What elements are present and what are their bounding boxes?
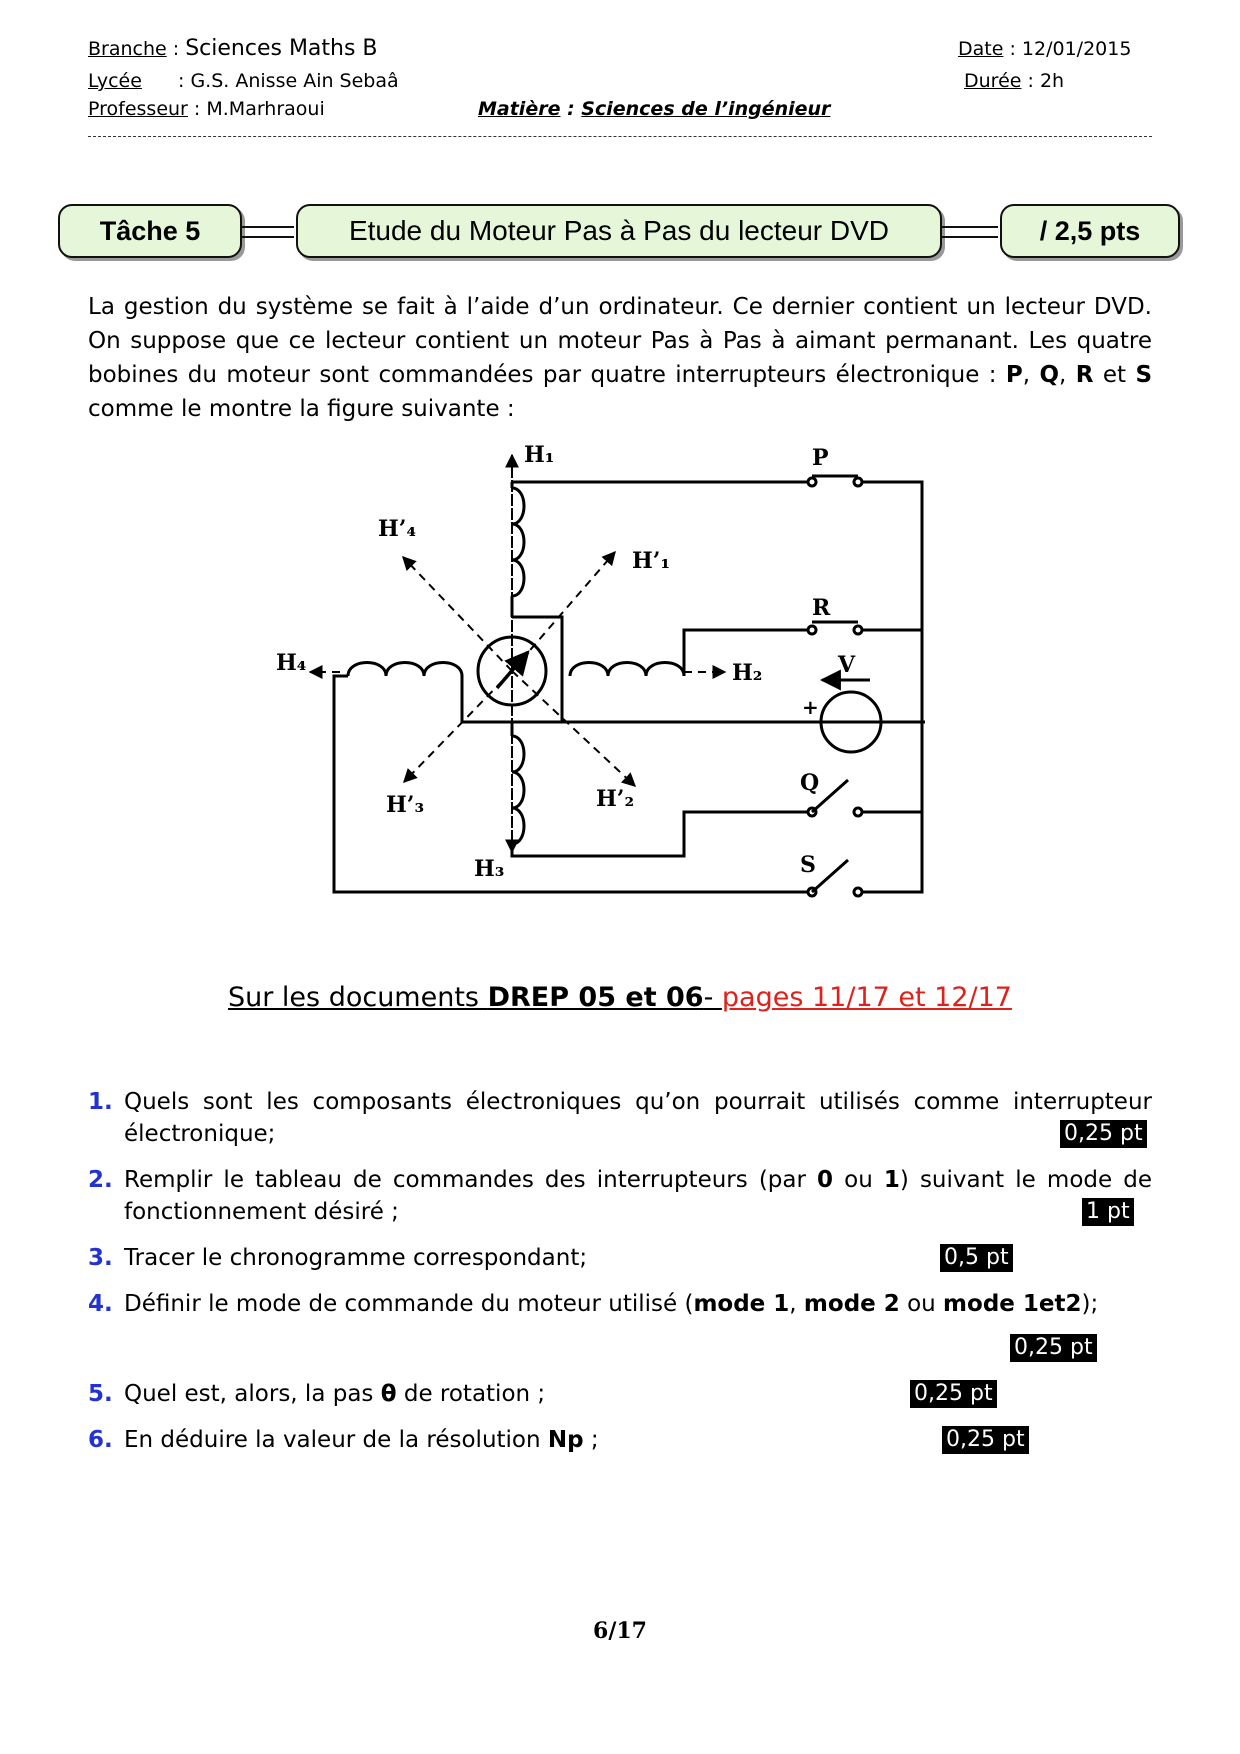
question-3-points: 0,5 pt bbox=[940, 1244, 1013, 1272]
label-r: R bbox=[812, 595, 831, 621]
question-4-mode-1et2: mode 1et2 bbox=[943, 1291, 1082, 1317]
intro-comma-2: , bbox=[1059, 362, 1076, 388]
label-p: P bbox=[812, 445, 829, 471]
question-2-text-1: Remplir le tableau de commandes des interrupteurs (par bbox=[124, 1167, 818, 1193]
coil-right bbox=[570, 663, 684, 677]
switch-p bbox=[808, 476, 862, 486]
question-4-number: 4. bbox=[88, 1291, 113, 1317]
question-6-text-1: En déduire la valeur de la résolution bbox=[124, 1427, 548, 1453]
question-5-number: 5. bbox=[88, 1381, 113, 1407]
question-5-points: 0,25 pt bbox=[910, 1380, 997, 1408]
switch-p-name: P bbox=[1005, 362, 1023, 388]
drep-dash: - bbox=[703, 982, 722, 1013]
professeur-value: : M.Marhraoui bbox=[193, 98, 325, 120]
question-5-text bbox=[124, 1378, 545, 1411]
question-6-points: 0,25 pt bbox=[942, 1426, 1029, 1454]
question-2-text-2: ) suivant le mode de bbox=[899, 1167, 1152, 1193]
question-4-sep-1: , bbox=[789, 1291, 804, 1317]
switches bbox=[808, 476, 862, 896]
question-5-text-1: Quel est, alors, la pas bbox=[124, 1381, 381, 1407]
label-h4-prime: H’₄ bbox=[378, 516, 417, 542]
label-plus: + bbox=[802, 695, 819, 719]
matiere-label: Matière bbox=[478, 98, 561, 120]
label-h2: H₂ bbox=[732, 660, 763, 686]
label-h1-prime: H’₁ bbox=[632, 548, 671, 574]
question-6-text bbox=[124, 1424, 599, 1457]
lycee-value: : G.S. Anisse Ain Sebaâ bbox=[178, 70, 399, 92]
label-h2-prime: H’₂ bbox=[596, 786, 635, 812]
lycee-label: Lycée bbox=[88, 70, 142, 92]
question-1-text-b: électronique; bbox=[124, 1121, 276, 1147]
duree-value: : 2h bbox=[1027, 70, 1065, 92]
question-4-text-1: Définir le mode de commande du moteur utilisé ( bbox=[124, 1291, 694, 1317]
coil-bottom bbox=[512, 736, 524, 844]
duree-label: Durée bbox=[964, 70, 1022, 92]
intro-et: et bbox=[1093, 362, 1136, 388]
drep-reference bbox=[0, 982, 1240, 1013]
question-1-points: 0,25 pt bbox=[1060, 1120, 1147, 1148]
switch-s-name: S bbox=[1135, 362, 1153, 388]
intro-text-2: comme le montre la figure suivante : bbox=[88, 396, 515, 422]
question-2-text-b: fonctionnement désiré ; bbox=[124, 1199, 399, 1225]
question-2-number: 2. bbox=[88, 1167, 113, 1193]
question-6-number: 6. bbox=[88, 1427, 113, 1453]
intro-comma-1: , bbox=[1022, 362, 1040, 388]
question-3-text: Tracer le chronogramme correspondant; bbox=[124, 1245, 588, 1271]
question-2-text-a bbox=[124, 1164, 1152, 1197]
question-6-np: Np bbox=[547, 1427, 584, 1453]
label-h3: H₃ bbox=[474, 856, 505, 882]
matiere-line: Matière : Sciences de l’ingénieur bbox=[478, 98, 831, 120]
question-4-mode-1: mode 1 bbox=[693, 1291, 790, 1317]
task-points: / 2,5 pts bbox=[1039, 216, 1141, 246]
switch-r-name: R bbox=[1075, 362, 1094, 388]
question-1-number: 1. bbox=[88, 1089, 113, 1115]
drep-prefix: Sur les documents bbox=[228, 982, 488, 1013]
label-s: S bbox=[800, 852, 816, 878]
professeur-label: Professeur bbox=[88, 98, 188, 120]
date-label: Date bbox=[958, 38, 1004, 60]
question-3-number: 3. bbox=[88, 1245, 113, 1271]
question-5-theta: θ bbox=[380, 1381, 397, 1407]
task-title: Etude du Moteur Pas à Pas du lecteur DVD bbox=[348, 215, 890, 246]
date-value: : 12/01/2015 bbox=[1009, 38, 1132, 60]
task-number: Tâche 5 bbox=[99, 216, 201, 246]
switch-r bbox=[808, 622, 862, 634]
branche-label: Branche bbox=[88, 38, 167, 60]
branche-value: Sciences Maths B bbox=[185, 36, 378, 61]
drep-pages: pages 11/17 et 12/17 bbox=[721, 982, 1012, 1013]
label-h3-prime: H’₃ bbox=[386, 792, 425, 818]
question-2-points: 1 pt bbox=[1082, 1198, 1134, 1226]
question-5-text-2: de rotation ; bbox=[396, 1381, 546, 1407]
question-4-points: 0,25 pt bbox=[1010, 1334, 1097, 1362]
label-v: V bbox=[838, 652, 856, 678]
question-4-end: ); bbox=[1081, 1291, 1099, 1317]
label-q: Q bbox=[800, 770, 820, 796]
question-4-text bbox=[124, 1288, 1098, 1321]
switch-q-name: Q bbox=[1039, 362, 1060, 388]
switch-s bbox=[808, 860, 862, 896]
intro-text-1: La gestion du système se fait à l’aide d’un ordinateur. Ce dernier contient un lecteur DVD. On suppose que ce lecteur contient un moteur Pas à Pas à aimant permanant. Les quatre bobines du moteur sont commandées par quatre interrupteurs électronique : bbox=[88, 294, 1152, 388]
question-4-mode-2: mode 2 bbox=[803, 1291, 900, 1317]
question-4-sep-2: ou bbox=[899, 1291, 944, 1317]
branche-line: Branche : Sciences Maths B bbox=[88, 36, 378, 61]
page-number: 6/17 bbox=[593, 1618, 647, 1644]
question-1-text-a: Quels sont les composants électroniques qu’on pourrait utilisés comme interrupteur bbox=[124, 1089, 1152, 1115]
coil-top bbox=[512, 488, 524, 596]
label-h4: H₄ bbox=[276, 650, 307, 676]
coil-left bbox=[348, 663, 462, 677]
question-2-one: 1 bbox=[883, 1167, 900, 1193]
drep-docs: DREP 05 et 06 bbox=[487, 982, 704, 1013]
question-6-text-2: ; bbox=[583, 1427, 599, 1453]
matiere-value: Sciences de l’ingénieur bbox=[581, 98, 831, 120]
label-h1: H₁ bbox=[524, 442, 555, 468]
question-2-ou: ou bbox=[833, 1167, 884, 1193]
question-2-zero: 0 bbox=[817, 1167, 834, 1193]
